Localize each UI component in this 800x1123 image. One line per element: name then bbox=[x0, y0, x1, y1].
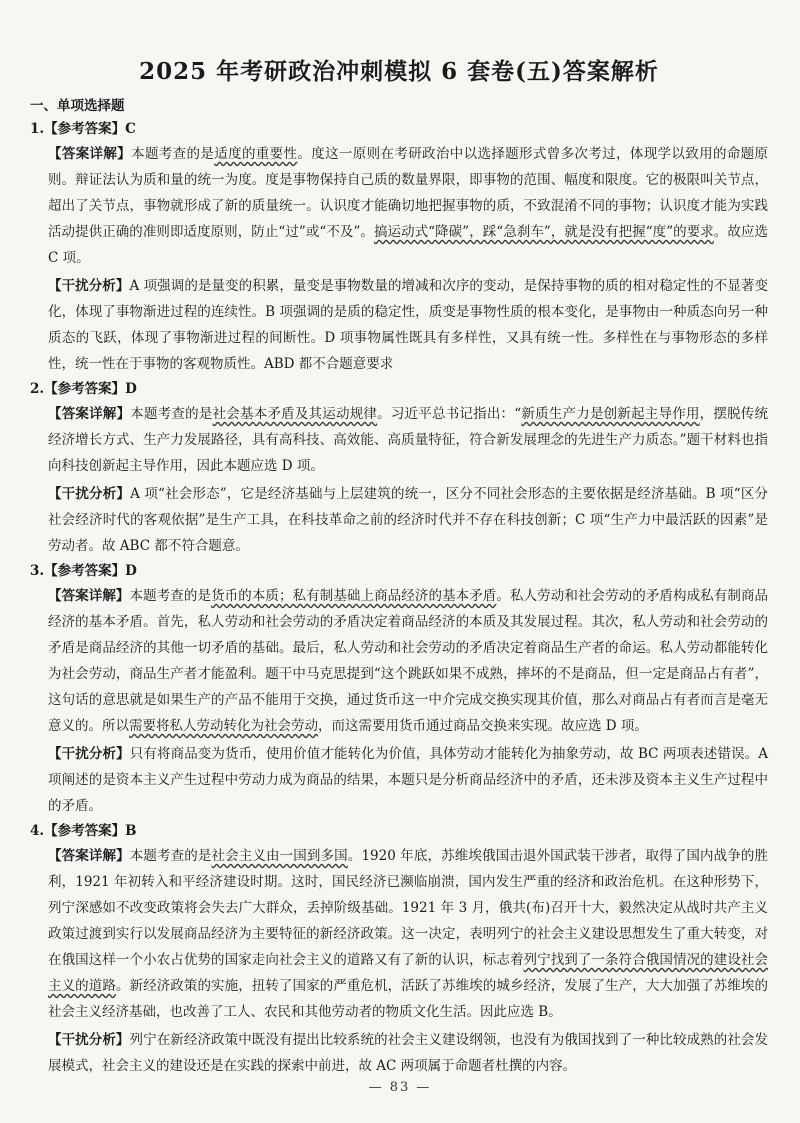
detail-text: ，摆脱传统经济增长方式、生产力发展路径，具有高科技、高效能、高质量特征，符合新发展理念的先进生产力质态。”题干材料也指向科技创新起主导作用，因此本题应选 D 项。 bbox=[48, 406, 769, 474]
detail-tag: 【答案详解】 bbox=[48, 848, 130, 864]
analysis-tag: 【干扰分析】 bbox=[48, 1032, 130, 1048]
detail-text: 。新经济政策的实施，扭转了国家的严重危机，活跃了苏维埃的城乡经济，发展了生产，大大加强了苏维埃的社会主义经济基础，也改善了工人、农民和其他劳动者的物质文化生活。因此应选 B。 bbox=[48, 978, 769, 1020]
detail-text: 。度这一原则在考研政治中以选择题形式曾多次考过，体现学以致用的命题原则。辩证法认为质和量的统一为度。度是事物保持自己质的数量界限，即事物的范围、幅度和限度。它的极限叫关节点，超出了关节点，事物就形成了新的质量统一。认识度才能确切地把握事物的质，不致混淆不同的事物；认识度才能为实践活动提供正确的准则即适度原则，防止“过”或“不及”。 bbox=[48, 146, 769, 240]
detail-text: 。习近平总书记指出：“ bbox=[377, 406, 522, 422]
question-2-detail bbox=[48, 401, 768, 479]
underlined-text: 搞运动式“降碳”，踩“急刹车”，就是没有把握“度”的要求 bbox=[373, 224, 714, 240]
question-1-answer: 1.【参考答案】C bbox=[30, 121, 136, 137]
detail-text: 。故应选 C 项。 bbox=[48, 224, 769, 266]
detail-tag: 【答案详解】 bbox=[48, 406, 131, 422]
underlined-text: 货币的本质；私有制基础上商品经济的基本矛盾 bbox=[211, 588, 497, 604]
analysis-tag: 【干扰分析】 bbox=[48, 486, 131, 502]
page-title: 2025 年考研政治冲刺模拟 6 套卷(五)答案解析 bbox=[139, 58, 659, 85]
detail-text: 本题考查的是 bbox=[131, 146, 215, 162]
underlined-text: 适度的重要性 bbox=[214, 146, 298, 162]
underlined-text: 新质生产力是创新起主导作用 bbox=[521, 406, 700, 422]
question-3-analysis bbox=[48, 741, 768, 819]
question-1-analysis bbox=[48, 273, 768, 377]
underlined-text: 列宁找到了一条符合俄国情况的建设社会主义的道路 bbox=[48, 952, 769, 994]
question-3-answer: 3.【参考答案】D bbox=[30, 563, 137, 579]
detail-text: 本题考查的是 bbox=[130, 406, 213, 422]
analysis-text: 只有将商品变为货币，使用价值才能转化为价值，具体劳动才能转化为抽象劳动，故 BC 两项表述错误。A 项阐述的是资本主义产生过程中劳动力成为商品的结果，本题只是分析商品经济中的矛盾，还未涉及资本主义生产过程中的矛盾。 bbox=[48, 746, 768, 814]
analysis-text: A 项“社会形态”，它是经济基础与上层建筑的统一，区分不同社会形态的主要依据是经济基础。B 项“区分社会经济时代的客观依据”是生产工具，在科技革命之前的经济时代并不存在科技创新；C 项“生产力中最活跃的因素”是劳动者。故 ABC 都不符合题意。 bbox=[48, 486, 769, 554]
underlined-text: 社会主义由一国到多国 bbox=[211, 848, 348, 864]
detail-tag: 【答案详解】 bbox=[48, 588, 130, 604]
detail-text: 。1920 年底，苏维埃俄国击退外国武装干涉者，取得了国内战争的胜利，1921 年初转入和平经济建设时期。这时，国民经济已濒临崩溃，国内发生严重的经济和政治危机。在这种形势下，列宁深感如不改变政策将会失去广大群众，丢掉阶级基础。1921 年 3 月，俄共(布)召开十大，毅然决定从战时共产主义政策过渡到实行以发展商品经济为主要特征的新经济政策。这一决定，表明列宁的社会主义建设思想发生了重大转变，对在俄国这样一个小农占优势的国家走向社会主义的道路又有了新的认识，标志着 bbox=[48, 848, 769, 968]
question-1-detail bbox=[48, 141, 768, 271]
page-number: — 83 — bbox=[368, 1080, 432, 1095]
question-3-detail bbox=[48, 583, 768, 739]
detail-tag: 【答案详解】 bbox=[48, 146, 132, 162]
question-4-answer: 4.【参考答案】B bbox=[30, 823, 137, 839]
analysis-tag: 【干扰分析】 bbox=[48, 746, 130, 762]
question-2-analysis bbox=[48, 481, 768, 559]
analysis-text: 列宁在新经济政策中既没有提出比较系统的社会主义建设纲领，也没有为俄国找到了一种比较成熟的社会发展模式，社会主义的建设还是在实践的探索中前进，故 AC 两项属于命题者杜撰的内容。 bbox=[48, 1032, 769, 1074]
analysis-tag: 【干扰分析】 bbox=[48, 278, 130, 294]
underlined-text: 需要将私人劳动转化为社会劳动 bbox=[129, 718, 318, 734]
question-4-analysis bbox=[48, 1027, 768, 1079]
detail-text: ，而这需要用货币通过商品交换来实现。故应选 D 项。 bbox=[318, 718, 648, 734]
detail-text: 本题考查的是 bbox=[129, 848, 212, 864]
underlined-text: 社会基本矛盾及其运动规律 bbox=[212, 406, 378, 422]
detail-text: 本题考查的是 bbox=[129, 588, 212, 604]
detail-text: 。私人劳动和社会劳动的矛盾构成私有制商品经济的基本矛盾。首先，私人劳动和社会劳动的矛盾决定着商品经济的本质及其发展过程。其次，私人劳动和社会劳动的矛盾是商品经济的其他一切矛盾的基础。最后，私人劳动和社会劳动的矛盾决定着商品生产者的命运。私人劳动都能转化为社会劳动，商品生产者才能盈利。题干中马克思提到“这个跳跃如果不成熟，摔坏的不是商品，但一定是商品占有者”，这句话的意思就是如果生产的产品不能用于交换，通过货币这一中介完成交换实现其价值，那么对商品占有者而言是毫无意义的。所以 bbox=[48, 588, 769, 734]
question-2-answer: 2.【参考答案】D bbox=[30, 381, 137, 397]
section-title: 一、单项选择题 bbox=[30, 98, 125, 114]
analysis-text: A 项强调的是量变的积累，量变是事物数量的增减和次序的变动，是保持事物的质的相对稳定性的不显著变化，体现了事物渐进过程的连续性。B 项强调的是质的稳定性，质变是事物性质的根本变化，是事物由一种质态向另一种质态的飞跃，体现了事物渐进过程的间断性。D 项事物属性既具有多样性，又具有统一性。多样性在与事物形态的多样性，统一性在于事物的客观物质性。ABD 都不合题意要求 bbox=[48, 278, 769, 372]
question-4-detail bbox=[48, 843, 768, 1025]
